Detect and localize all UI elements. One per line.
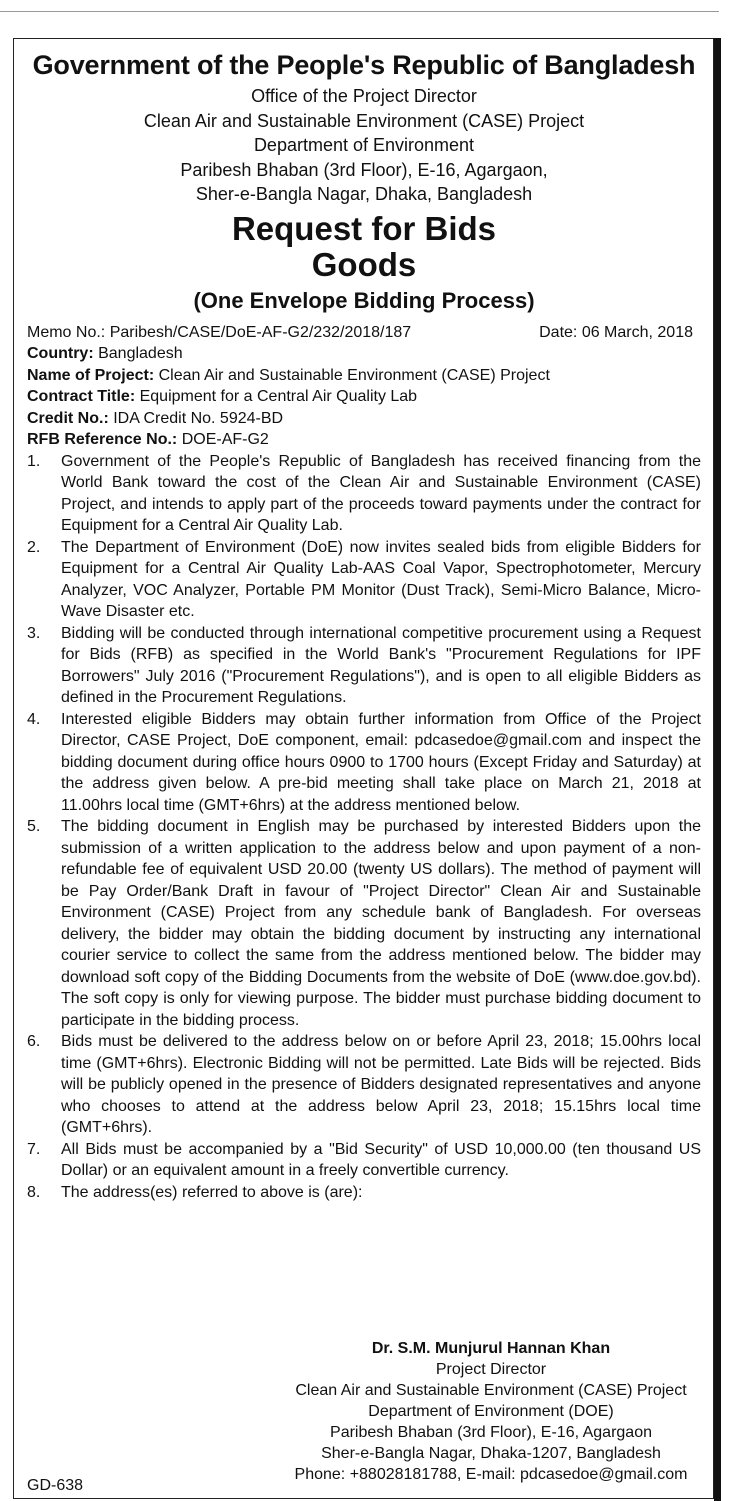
item-number: 8. [27, 1183, 41, 1201]
notice-code: GD-638 [27, 1477, 84, 1494]
document-subtitle: Goods [311, 245, 417, 283]
signatory-contact: Phone: +88028181788, E-mail: pdcasedoe@gmail.com [294, 1466, 688, 1483]
meta-credit [27, 408, 701, 430]
meta-label: Country: [27, 345, 94, 362]
notice-header [27, 46, 701, 316]
list-item [27, 709, 701, 817]
item-text: The bidding document in English may be purchased by interested Bidders upon the submission of a written application to the address below and upon payment of a non-refundable fee of equivalent USD 20.00 (twenty US dollars). The method of payment will be Pay Order/Bank Draft in favour of "Project Director" Clean Air and Sustainable Environment (CASE) Project from any schedule bank of Bangladesh. For overseas delivery, the bidder may obtain the bidding document by instructing any international courier service to collect the same from the address mentioned below. The bidder may download soft copy of the Bidding Documents from the website of DoE (www.doe.gov.bd). The soft copy is only for viewing purpose. The bidder must purchase bidding document to participate in the bidding process. [61, 818, 701, 1029]
meta-label: Contract Title: [27, 388, 136, 405]
signatory-line-5: Sher-e-Bangla Nagar, Dhaka-1207, Bangladesh [321, 1445, 661, 1462]
notice-content [27, 46, 701, 1203]
list-item [27, 1031, 701, 1139]
frame-shadow-right [714, 42, 721, 1501]
meta-country [27, 343, 701, 365]
process-type: (One Envelope Bidding Process) [193, 287, 535, 313]
office-line-4: Paribesh Bhaban (3rd Floor), E-16, Agargaon, [180, 159, 548, 180]
document-title: Request for Bids [231, 209, 497, 247]
office-line-1: Office of the Project Director [251, 86, 477, 106]
item-number: 3. [27, 624, 41, 642]
memo-row [27, 322, 701, 344]
notice-items [27, 451, 701, 1204]
signature-block [281, 1338, 701, 1485]
item-text: All Bids must be accompanied by a "Bid Security" of USD 10,000.00 (ten thousand US Dollar) or an equivalent amount in a freely convertible currency. [61, 1140, 701, 1179]
item-number: 2. [27, 538, 41, 556]
item-text: The Department of Environment (DoE) now invites sealed bids from eligible Bidders for Equipment for a Central Air Quality Lab-AAS Coal Vapor, Spectrophotometer, Mercury Analyzer, VOC Analyzer, Portable PM Monitor (Dust Track), Semi-Micro Balance, Micro-Wave Disaster etc. [61, 538, 701, 620]
item-text: Government of the People's Republic of Bangladesh has received financing from the World Bank toward the cost of the Clean Air and Sustainable Environment (CASE) Project, and intends to apply part of the proceeds toward payments under the contract for Equipment for a Central Air Quality Lab. [61, 452, 701, 534]
item-number: 5. [27, 818, 41, 835]
signatory-line-2: Clean Air and Sustainable Environment (CASE) Project [295, 1382, 687, 1399]
item-number: 6. [27, 1033, 41, 1050]
memo-date: Date: 06 March, 2018 [539, 323, 693, 341]
item-text: Bidding will be conducted through international competitive procurement using a Request for Bids (RFB) as specified in the World Bank's "Procurement Regulations for IPF Borrowers" July 2016 ("Procurement Regulations"), and is open to all eligible Bidders as defined in the Procurement Regulations. [61, 624, 701, 706]
meta-label: Credit No.: [27, 409, 109, 427]
item-number: 4. [27, 710, 41, 728]
office-line-2: Clean Air and Sustainable Environment (CASE) Project [143, 110, 585, 131]
meta-value: DOE-AF-G2 [177, 431, 269, 448]
item-text: The address(es) referred to above is (are): [61, 1183, 363, 1201]
meta-value: Bangladesh [93, 345, 183, 362]
list-item [27, 1139, 701, 1182]
meta-rfb-reference [27, 429, 701, 451]
memo-number: Memo No.: Paribesh/CASE/DoE-AF-G2/232/2018/187 [27, 323, 412, 341]
list-item [27, 816, 701, 1031]
office-line-5: Sher-e-Bangla Nagar, Dhaka, Bangladesh [195, 184, 533, 204]
list-item [27, 537, 701, 623]
signatory-line-4: Paribesh Bhaban (3rd Floor), E-16, Agargaon [330, 1424, 652, 1441]
meta-project [27, 365, 701, 387]
item-number: 1. [27, 452, 41, 470]
meta-contract [27, 386, 701, 408]
office-line-3: Department of Environment [253, 135, 475, 155]
item-text: Bids must be delivered to the address below on or before April 23, 2018; 15.00hrs local time (GMT+6hrs). Electronic Bidding will not be permitted. Late Bids will be rejected. Bids will be publicly opened in the presence of Bidders designated representatives and anyone who chooses to attend at the address below April 23, 2018; 15.15hrs local time (GMT+6hrs). [61, 1033, 701, 1136]
meta-value: Clean Air and Sustainable Environment (CASE) Project [154, 366, 550, 384]
meta-label: Name of Project: [27, 366, 155, 384]
list-item [27, 451, 701, 537]
signatory-name: Dr. S.M. Munjurul Hannan Khan [371, 1340, 611, 1357]
meta-label: RFB Reference No.: [27, 431, 178, 448]
item-text: Interested eligible Bidders may obtain further information from Office of the Project Director, CASE Project, DoE component, email: pdcasedoe@gmail.com and inspect the bidding document during office hours 0900 to 1700 hours (Except Friday and Saturday) at the address given below. A pre-bid meeting shall take place on March 21, 2018 at 11.00hrs local time (GMT+6hrs) at the address mentioned below. [61, 710, 701, 814]
list-item [27, 1182, 701, 1204]
top-rule [0, 11, 719, 12]
government-title: Government of the People's Republic of Bangladesh [32, 50, 696, 80]
signatory-line-3: Department of Environment (DOE) [368, 1403, 614, 1420]
meta-value: IDA Credit No. 5924-BD [108, 409, 284, 427]
notice-meta [27, 322, 701, 451]
meta-value: Equipment for a Central Air Quality Lab [135, 388, 418, 405]
signatory-line-1: Project Director [435, 1361, 547, 1378]
list-item [27, 623, 701, 709]
item-number: 7. [27, 1140, 41, 1158]
